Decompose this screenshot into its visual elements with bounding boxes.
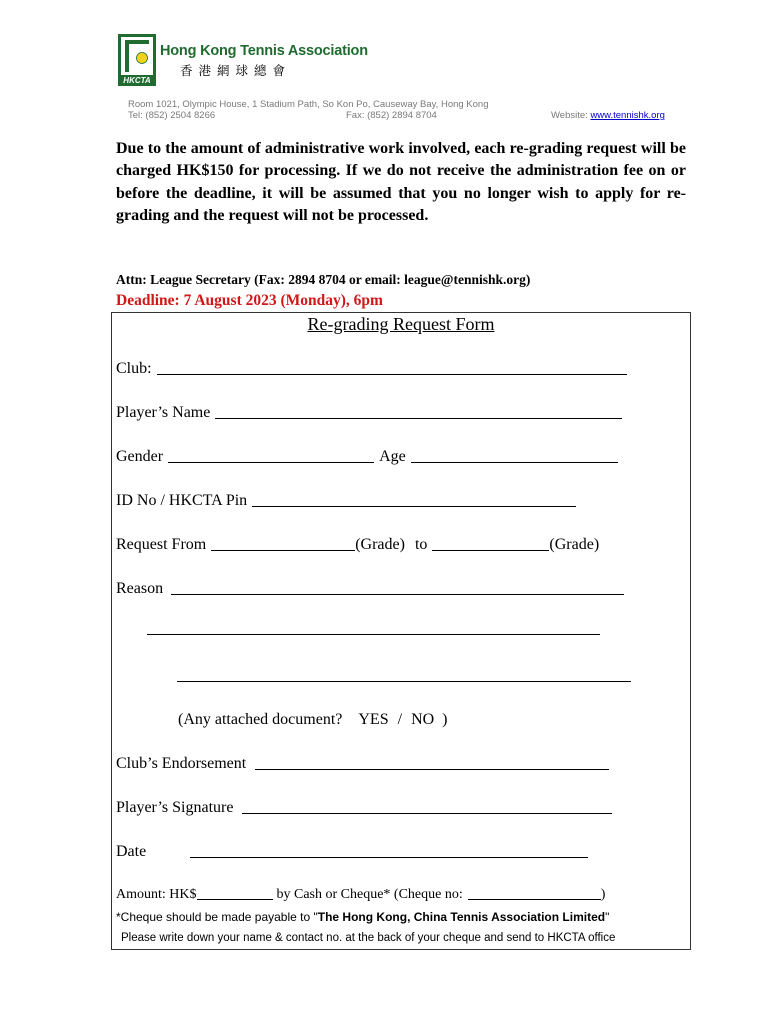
- reason-row: [116, 580, 624, 598]
- grade-from-field[interactable]: [211, 549, 355, 551]
- id-row: [116, 492, 576, 510]
- id-label: ID No / HKCTA Pin: [116, 492, 248, 509]
- request-from-row: [116, 536, 599, 554]
- date-row: [116, 843, 588, 861]
- amount-row: [116, 887, 605, 903]
- website: [551, 110, 665, 121]
- attention-line: Attn: League Secretary (Fax: 2894 8704 or email: league@tennishk.org): [116, 272, 531, 287]
- send-instructions: Please write down your name & contact no. at the back of your cheque and send to HKCTA office: [121, 932, 616, 944]
- endorsement-field[interactable]: [255, 768, 609, 770]
- cheque-number-field[interactable]: [468, 898, 601, 900]
- endorsement-row: [116, 755, 609, 773]
- date-field[interactable]: [190, 856, 588, 858]
- deadline: Deadline: 7 August 2023 (Monday), 6pm: [116, 292, 383, 309]
- cheque-payable-note: [116, 910, 609, 924]
- amount-field[interactable]: [197, 898, 273, 900]
- player-name-label: Player’s Name: [116, 404, 211, 421]
- cheque-note-prefix: *Cheque should be made payable to ": [116, 910, 318, 924]
- to-label: to: [414, 536, 428, 553]
- gender-field[interactable]: [168, 461, 374, 463]
- gender-label: Gender: [116, 448, 164, 465]
- address: Room 1021, Olympic House, 1 Stadium Path, So Kon Po, Causeway Bay, Hong Kong: [128, 99, 489, 110]
- attached-doc-question: (Any attached document?: [178, 711, 343, 728]
- endorsement-label: Club’s Endorsement: [116, 755, 247, 772]
- grade-label-to: (Grade): [549, 536, 600, 553]
- player-name-row: [116, 404, 622, 422]
- fee-notice: Due to the amount of administrative work involved, each re-grading request will be charged HK$150 for processing. If we do not receive the administration fee on or before the deadline, it will be assumed that you no longer wish to apply for re-grading and the request will not be processed.: [116, 140, 686, 224]
- reason-field-line-1[interactable]: [171, 593, 624, 595]
- cheque-payee: The Hong Kong, China Tennis Association Limited: [317, 910, 606, 924]
- website-label: Website:: [551, 110, 591, 121]
- org-name-chinese: 香港網球總會: [180, 63, 292, 78]
- grade-label-from: (Grade): [355, 536, 405, 553]
- attached-yes-option[interactable]: YES: [358, 711, 389, 728]
- id-field[interactable]: [252, 505, 576, 507]
- player-name-field[interactable]: [215, 417, 622, 419]
- fax-number: Fax: (852) 2894 8704: [346, 110, 437, 121]
- attached-separator: /: [397, 711, 403, 728]
- attached-no-option[interactable]: NO: [411, 711, 435, 728]
- signature-row: [116, 799, 612, 817]
- request-from-label: Request From: [116, 536, 207, 553]
- club-field[interactable]: [157, 373, 627, 375]
- age-field[interactable]: [411, 461, 618, 463]
- signature-field[interactable]: [242, 812, 612, 814]
- date-label: Date: [116, 843, 147, 860]
- age-label: Age: [379, 448, 406, 465]
- club-label: Club:: [116, 360, 152, 377]
- hkcta-logo: [118, 34, 156, 86]
- reason-field-line-2[interactable]: [147, 634, 600, 635]
- attached-close: ): [442, 711, 448, 728]
- logo-text: HKCTA: [123, 76, 151, 85]
- org-name-english: Hong Kong Tennis Association: [160, 43, 368, 59]
- cheque-note-suffix: ": [605, 910, 610, 924]
- payment-method-text: by Cash or Cheque* (Cheque no:: [276, 887, 463, 902]
- signature-label: Player’s Signature: [116, 799, 234, 816]
- reason-field-line-3[interactable]: [177, 681, 631, 682]
- amount-label: Amount: HK$: [116, 887, 197, 902]
- reason-label: Reason: [116, 580, 164, 597]
- amount-close: ): [600, 887, 606, 902]
- grade-to-field[interactable]: [432, 549, 549, 551]
- telephone: Tel: (852) 2504 8266: [128, 110, 216, 121]
- club-row: [116, 360, 627, 378]
- gender-age-row: [116, 448, 618, 466]
- website-link[interactable]: www.tennishk.org: [590, 110, 665, 121]
- form-title: Re-grading Request Form: [307, 314, 495, 334]
- attached-document-row: [178, 711, 448, 729]
